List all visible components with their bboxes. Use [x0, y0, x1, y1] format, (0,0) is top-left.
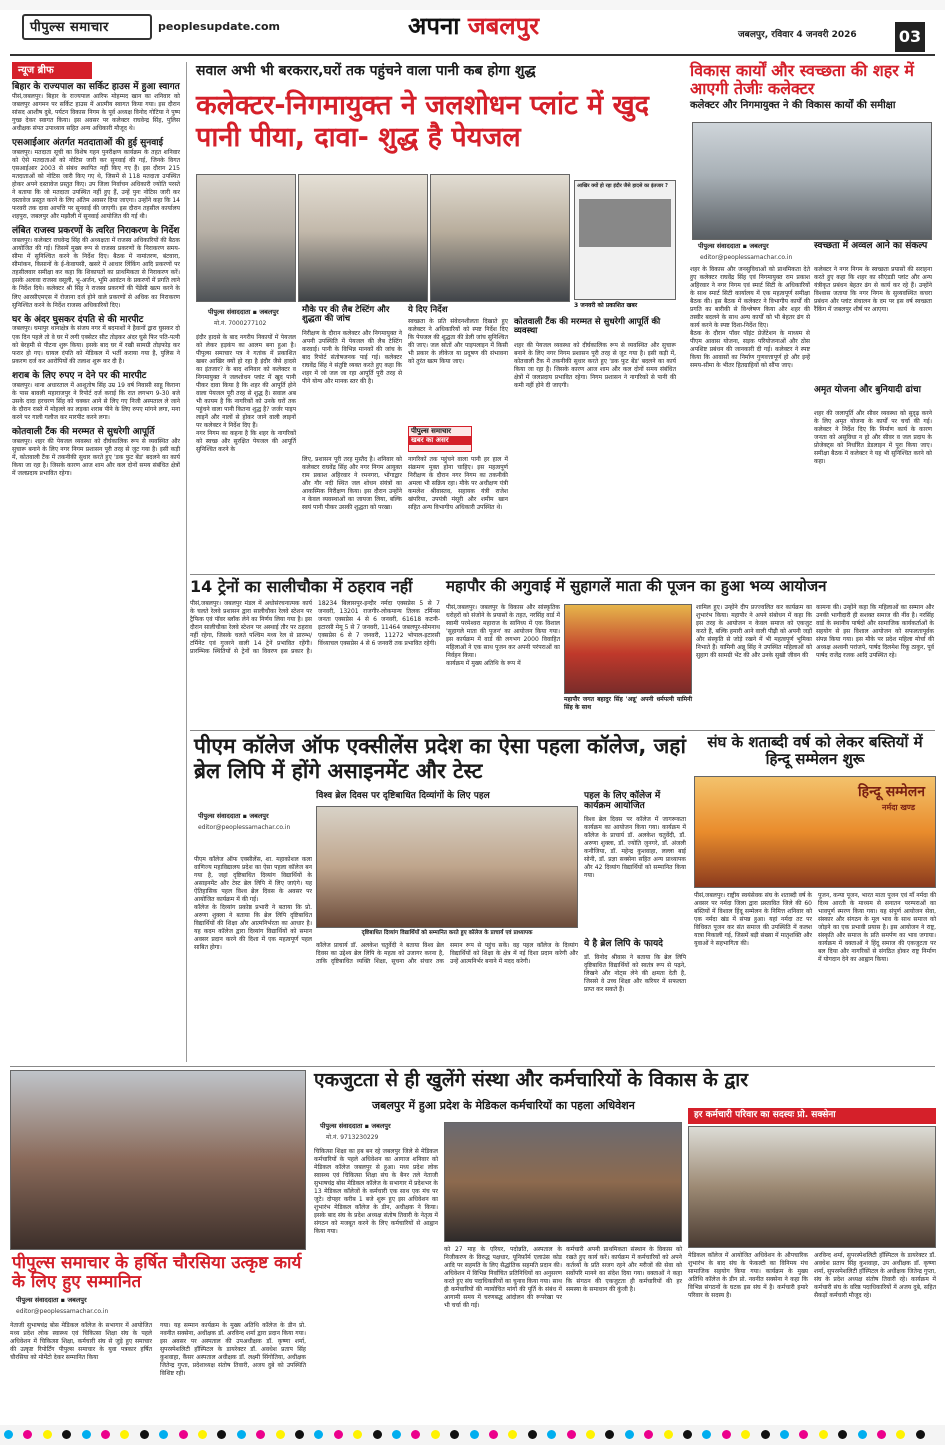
registration-dot — [217, 1430, 226, 1439]
section-title — [408, 10, 608, 42]
mayor-story — [446, 578, 936, 728]
lead-byline: पीपुल्स संवाददाता ▪ जबलपुर — [208, 308, 279, 316]
medical-photo — [444, 1122, 682, 1242]
registration-dot — [916, 1430, 925, 1439]
rt-subhead: कलेक्टर और निगमायुक्त ने की विकास कार्यों की समीक्षा — [690, 100, 896, 111]
divider — [190, 574, 935, 575]
registration-dot — [741, 1430, 750, 1439]
sangh-photo — [694, 776, 936, 888]
brief-body: पीसं,जबलपुर। बिहार के राज्यपाल आरिफ मोहम्मद खान का शनिवार को जबलपुर आगमन पर सर्किट हाउस में आत्मीय स्वागत किया गया। इस दौरान सांसद आशीष दुबे, पर्यटन विकास निगम के पूर्व अध्यक्ष विनोद गोटिया ने पुष्प गुच्छ देकर स्वागत किया। इस अवसर पर कलेक्टर राघवेन्द्र सिंह, पुलिस अधीक्षक संपत उपाध्याय सहित अन्य अधिकारी मौजूद थे। — [12, 93, 182, 133]
registration-dot — [702, 1430, 711, 1439]
registration-dot — [62, 1430, 71, 1439]
registration-dot — [411, 1430, 420, 1439]
dateline: जबलपुर, रविवार 4 जनवरी 2026 — [738, 30, 857, 40]
medical-body-3: कर्मचारी अपनी प्राथमिकता संस्थान के विकास को रखते हुए कार्य करें। कार्यक्रम में कर्मचारियों को अपने कर्तव्यों के प्रति सजग रहने और मरीजों की सेवा को सर्वोपरि मानने का संदेश दिया गया। वक्ताओं ने कहा कि संगठन की एकजुटता ही कर्मचारियों की हर समस्या के समाधान की कुंजी है। — [566, 1246, 684, 1294]
chaurasia-byline-name: पीपुल्स संवाददाता — [16, 1296, 59, 1304]
college-side2-body: डॉ. विनोद श्रीवास ने बताया कि ब्रेल लिपि दृष्टिबाधित विद्यार्थियों को स्वतंत्र रूप से पढ़ने, लिखने और नोट्स लेने की क्षमता देती है, जिससे वे उच्च शिक्षा और करियर में सफलता प्राप्त कर सकते हैं। — [584, 954, 688, 994]
brief-item — [12, 316, 180, 366]
registration-dot — [586, 1430, 595, 1439]
lead-byline-city: जबलपुर — [259, 308, 279, 316]
lead-photo-2 — [298, 174, 428, 302]
college-byline: पीपुल्स संवाददाता ▪ जबलपुर — [198, 812, 269, 820]
college-body-2: कॉलेज प्राचार्य डॉ. अलकेश चतुर्वेदी ने बताया विश्व ब्रेल दिवस का उद्देश्य ब्रेल लिपि के महत्व को उजागर करना है, ताकि दृष्टिबाधित व्यक्ति शिक्षा, सूचना और संचार तक समान रूप से पहुंच सकें। वह पहल कॉलेज के दिव्यांग विद्यार्थियों को शिक्षा के क्षेत्र में नई दिशा प्रदान करेगी और उन्हें आत्मनिर्भर बनाने में मदद करेगी। — [316, 942, 580, 966]
chaurasia-body-1: नेताजी सुभाषचंद्र बोस मेडिकल कॉलेज के सभागार में आयोजित मध्य प्रदेश लोक स्वास्थ्य एवं चिकित्सा शिक्षा संघ के पहले अधिवेशन में चिकित्सा शिक्षा, कर्मचारी संघ से जुड़े हुए समाचार की उत्कृष्ट रिपोर्टिंग पीपुल्स समाचार के युवा पत्रकार हर्षित चौरसिया को मोमेंटो देकर सम्मानित किया — [10, 1322, 154, 1362]
medical-story — [312, 1070, 936, 1420]
logo — [22, 14, 152, 40]
registration-dot — [470, 1430, 479, 1439]
chaurasia-body-2: गया। यह सम्मान कार्यक्रम के मुख्य अतिथि कॉलेज के डीन प्रो. नवनीत सक्सेना, अधीक्षक डॉ. अरविन्द शर्मा द्वारा प्रदान किया गया। इस अवसर पर अस्पताल की उपअधीक्षक डॉ. कृष्णा शर्मा, सुपरस्पेशलिटी हॉस्पिटल के डायरेक्टर डॉ. अवधेश प्रताप सिंह कुशवाहा, कैंसर अस्पताल अधीक्षक डॉ. लक्ष्मी सिंगोतिया, अधीक्षक जितेन्द्र गुप्ता, प्रदेशाध्यक्ष संतोष तिवारी, अजय दुबे को उपस्थिति विशिष्ट रही। — [160, 1322, 308, 1378]
college-headline: पीएम कॉलेज ऑफ एक्सीलेंस प्रदेश का ऐसा पहला कॉलेज, जहां ब्रेल लिपि में होंगे असाइनमेंट और टेस्ट — [194, 734, 686, 784]
mayor-body-3: कामना की। उन्होंने कहा कि महिलाओं का सम्मान और उनकी भागीदारी ही सशक्त समाज की नींव है। नरसिंह वार्ड के स्थानीय पार्षदों और सामाजिक कार्यकर्ताओं के सहयोग से इस विशाल आयोजन को सफलतापूर्वक संपन्न किया गया। इस मौके पर प्रदेश महिला मोर्चा की अध्यक्ष अश्वनी परांजपे, पार्षद दिलमेश रिंकू ठाकुर, पूर्व पार्षद राजेंद्र रजक आदि उपस्थित रहे। — [816, 604, 936, 660]
registration-dot — [858, 1430, 867, 1439]
registration-dot — [644, 1430, 653, 1439]
lead-body-3: नागरिकों तक पहुंचने वाला पानी हर हाल में संक्रमण मुक्त होना चाहिए। इस महत्वपूर्ण निरीक्षण के दौरान नगर निगम का तकनीकी अमला भी सक्रिय रहा। मौके पर अधीक्षण यंत्री कमलेश श्रीवास्तव, सहायक यंत्री राजेश खंपरिया, उपयंत्री मंसूरी और शमीम खान सहित अन्य विभागीय अधिकारी उपस्थित थे। — [408, 456, 510, 512]
right-top-story — [688, 62, 935, 572]
registration-dot — [625, 1430, 634, 1439]
mayor-photo — [564, 604, 692, 694]
website[interactable]: peoplesupdate.com — [158, 20, 280, 33]
medical-byline: पीपुल्स संवाददाता ▪ जबलपुर — [320, 1122, 391, 1130]
college-email[interactable]: editor@peoplessamachar.co.in — [198, 824, 291, 831]
rt-headline: विकास कार्यों और स्वच्छता की शहर में आएगी तेजीः कलेक्टर — [690, 61, 914, 98]
page-number-box — [895, 22, 925, 52]
college-byline-city: जबलपुर — [249, 812, 269, 820]
brief-title: घर के अंदर घुसकर दंपति से की मारपीट — [12, 314, 144, 325]
rt-byline: पीपुल्स संवाददाता ▪ जबलपुर — [698, 242, 769, 250]
lead-body-1: इंदौर हादसे के बाद नगरीय निकायों में पेयजल को लेकर हड़कंप का आलम बना हुआ है। पीपुल्स समाचार पत्र ने गतांक में प्रकाशित खबर आखिर क्यों हो रहा है इंदौर जैसे हादसे का इंतजार? के बाद शनिवार को कलेक्टर व निगमायुक्त ने जलशोधन प्लांट में खुद पानी पीकर दावा किया है कि शहर की आपूर्ति होने वाला पेयजल पूरी तरह से शुद्ध है। सवाल अब भी कायम है कि नागरिकों को उनके घरों तक पहुंचने वाला पानी कितना शुद्ध है? जर्जर पाइप लाइनें और नालों से होकर जाने वाली लाइनों पर कलेक्टर ने निर्देश दिए हैं। नगर निगम का कहना है कि शहर के नागरिकों को स्वच्छ और सुरक्षित पेयजल की आपूर्ति सुनिश्चित करने के — [196, 334, 296, 454]
section-title-a: अपना — [408, 12, 460, 40]
college-story — [190, 734, 688, 1064]
registration-dot — [450, 1430, 459, 1439]
rt-body: शहर के विकास और जनसुविधाओं को प्राथमिकता देते हुए कलेक्टर राघवेंद्र सिंह एवं निगमायुक्त राम प्रकाश अहिरवार ने नगर निगम एवं स्मार्ट सिटी के अधिकारियों के साथ स्मार्ट सिटी कार्यालय में एक महत्वपूर्ण समीक्षा बैठक की। इस बैठक में कलेक्टर ने विभागीय कार्यों की प्रगति का बारीकी से विश्लेषण किया और शहर की तस्वीर बदलने के साथ अन्य कार्यों को भी बेहतर ढंग से कार्य करने के स्पष्ट दिशा-निर्देश दिए। बैठक के दौरान पॉवर पॉइंट प्रेजेंटेशन के माध्यम से पीएम आवास योजना, सड़क परियोजनाओं और ठोस अपशिष्ट प्रबंधन की जानकारी दी गई। कलेक्टर ने स्पष्ट किया कि आवासों का निर्माण गुणवत्तापूर्ण हो और इन्हें समय-सीमा के भीतर हितग्राहियों को सौंपा जाए। — [690, 266, 810, 370]
clip-headline: आखिर क्यों हो रहा इंदौर जैसे हादसे का इंतजार ? — [577, 183, 668, 189]
registration-dot — [295, 1430, 304, 1439]
brief-body: जबलपुर। कलेक्टर राघवेन्द्र सिंह की अध्यक्षता में राजस्व अधिकारियों की बैठक आयोजित की गई। जिसमें मुख्य रूप से राजस्व प्रकरणों के निराकरण समय-सीमा में सुनिश्चित करने के निर्देश दिए। बैठक में नामांतरण, बंटवारा, सीमांकन, किसानों के ई-केवायसी, खसरे में आधार लिंकिंग आदि प्रकरणों पर तहसीलवार समीक्षा कर कहा कि शिकायतों का प्राथमिकता से निराकरण करें। इसके अलावा राजस्व वसूली, भू-अर्जन, भूमि आवंटन के प्रकरणों में प्रगति लाने के निर्देश दिये। कलेक्टर श्री सिंह ने राजस्व प्रकरणों की पेंडेंसी खत्म करने के लिए आरसीएमएस में रोजाना दर्ज होने वाले प्रकरणों से अधिक का निराकरण सुनिश्चित करने के निर्देश राजस्व अधिकारियों दिए। — [12, 237, 182, 309]
chaurasia-photo — [10, 1070, 306, 1250]
registration-dot — [198, 1430, 207, 1439]
lead-sub3-title: कोतवाली टैंक की मरम्मत से सुधरेगी आपूर्ति की व्यवस्था — [514, 317, 661, 337]
trains-headline: 14 ट्रेनों का सालीचौका में ठहराव नहीं — [190, 577, 413, 596]
registration-dot — [664, 1430, 673, 1439]
medical-side-photo — [688, 1126, 936, 1248]
page-number: 03 — [898, 27, 922, 46]
registration-dot — [547, 1430, 556, 1439]
college-byline-name: पीपुल्स संवाददाता — [198, 812, 241, 820]
registration-dot — [392, 1430, 401, 1439]
chaurasia-story — [10, 1070, 306, 1420]
medical-side-body-2: अरविन्द शर्मा, सुपरस्पेशलिटी हॉस्पिटल के डायरेक्टर डॉ. अवधेश प्रताप सिंह कुशवाहा, उप अधीक्षक डॉ. कृष्णा शर्मा, सुपरस्पेशलिटी हॉस्पिटल के अधीक्षक जितेन्द्र गुप्ता, संघ के प्रदेश अध्यक्ष संतोष तिवारी रहे। कार्यक्रम में कर्मचारी संघ के वरिष्ठ पदाधिकारियों में अजय दुबे, सहित सैकड़ों कर्मचारी मौजूद रहे। — [814, 1252, 938, 1300]
registration-dot — [838, 1430, 847, 1439]
registration-dot — [23, 1430, 32, 1439]
college-side2-title: ये है ब्रेल लिपि के फायदे — [584, 939, 663, 949]
lead-photo-3 — [430, 174, 570, 302]
lead-byline-name: पीपुल्स संवाददाता — [208, 308, 251, 316]
sangh-story — [694, 734, 936, 1064]
lead-sub3-body: शहर की पेयजल व्यवस्था को दीर्घकालिक रूप से व्यवस्थित और सुचारू बनाने के लिए नगर निगम प्रशासन पूरी तरह से जुट गया है। इसी कड़ी में, कोतवाली टैंक में तकनीकी सुधार करते हुए 'डक फुट बेंड' बदलने का कार्य किया जा रहा है। जिसके कारण आज शाम और कल दोनों समय संबंधित क्षेत्रों में जलप्रदाय प्रभावित रहेगा। निगम प्रशासन ने नागरिकों से पानी की कमी नहीं होने दी जाएगी। — [514, 342, 678, 390]
brief-item — [12, 428, 180, 478]
registration-dot — [780, 1430, 789, 1439]
sangh-banner-sub: नर्मदा खण्ड — [882, 803, 915, 812]
masthead — [0, 0, 945, 58]
impact-brand: पीपुल्स समाचार — [411, 427, 452, 435]
lead-body-2: लिए, प्रशासन पूरी तरह मुस्तैद है। शनिवार को कलेक्टर राघवेंद्र सिंह और नगर निगम आयुक्त राम प्रकाश अहिरवार ने रमनगरा, भोंगाद्वार और गौर नदी स्थित जल शोधन संयंत्रों का आकस्मिक निरीक्षण किया। इस दौरान उन्होंने न केवल व्यवस्थाओं का जायजा लिया, बल्कि स्वयं पानी पीकर उसकी शुद्धता को परखा। — [302, 456, 404, 512]
clip-caption: 3 जनवरी को प्रकाशित खबर — [574, 302, 638, 309]
college-side-title: पहल के लिए कॉलेज में कार्यक्रम आयोजित — [584, 791, 661, 811]
registration-dot — [256, 1430, 265, 1439]
registration-dot — [276, 1430, 285, 1439]
college-photo-banner: विश्व ब्रेल दिवस पर दृष्टिबाधित दिव्यांगों के लिए पहल — [316, 791, 490, 801]
brief-title: बिहार के राज्यपाल का सर्किट हाउस में हुआ स्वागत — [12, 82, 180, 93]
mayor-body-1: पीसं,जबलपुर। जबलपुर के विकास और सांस्कृतिक धरोहरों को संजोने के प्रयासों के तहत, नरसिंह वार्ड में स्वामी परमेश्वरा महाराज के सानिध्य में एक विशाल 'सुहागले माता की पूजन' का आयोजन किया गया। इस कार्यक्रम में वार्ड की लगभग 2000 विवाहित महिलाओं ने एक साथ पूजन कर अपनी परंपराओं का निर्वहन किया। कार्यक्रम में मुख्य अतिथि के रूप में — [446, 604, 560, 668]
registration-dot — [528, 1430, 537, 1439]
registration-dot — [334, 1430, 343, 1439]
brief-body: जबलपुर। मतदाता सूची का विशेष गहन पुनरीक्षण कार्यक्रम के तहत शनिवार को ऐसे मतदाताओं को नोटिस जारी कर सुनवाई की गई, जिनके विगत एसआईआर 2003 से संबंध स्थापित नहीं किए गए हैं। इस दौरान 215 मतदाताओं को नोटिस जारी किए गए थे, जिसमें से 118 मतदाता उपस्थित होकर अपने दस्तावेज प्रस्तुत किए। उप जिला निर्वाचन अधिकारी ज्योति परस्ते ने बताया कि जो मतदाता उपस्थित नहीं हुए हैं, उन्हें पुनः नोटिस जारी कर दस्तावेज प्रस्तुत करने के लिए अंतिम अवसर दिया जाएगा। उन्होंने कहा कि 14 फरवरी तक दावा आपत्ति पर सुनवाई की जाएगी। इस दौरान तहसील कार्यालय शहपुरा, जबलपुर और मझौली में सुनवाई आयोजित की गई थी। — [12, 149, 182, 221]
medical-side-header — [688, 1108, 936, 1124]
lead-mobile: मो.नं. 7000277102 — [214, 320, 267, 327]
medical-side-body-1: मेडिकल कॉलेज में आयोजित अधिवेशन के औपचारिक शुभारंभ के बाद संघ के फेकल्टी का विनिमय मंच सामाजिक सहयोग किया गया। कार्यक्रम के मुख्य अतिथि कॉलेज के डीन प्रो. नवनीत सक्सेना ने कहा कि विभिन्न संगठनों के घटक इस संघ में है। कर्मचारी हमारे परिवार के सदस्य है। — [688, 1252, 810, 1300]
chaurasia-byline-city: जबलपुर — [67, 1296, 87, 1304]
medical-byline-name: पीपुल्स संवाददाता — [320, 1122, 363, 1130]
rt-side2-title: अमृत योजना और बुनियादी ढांचा — [814, 385, 921, 395]
lead-headline: कलेक्टर-निगमायुक्त ने जलशोधन प्लांट में खुद पानी पीया, दावा- शुद्ध है पेयजल — [196, 90, 649, 154]
medical-headline: एकजुटता से ही खुलेंगे संस्था और कर्मचारियों के विकास के द्वार — [314, 1069, 748, 1091]
brief-item — [12, 139, 180, 221]
sangh-body-1: पीसं,जबलपुर। राष्ट्रीय स्वयंसेवक संघ के शताब्दी वर्ष के अवसर पर नर्मदा जिला द्वारा प्रस्तावित जिले की 60 बस्तियों में विशाल हिंदू सम्मेलन के निमित्त शनिवार को एक नर्मदा खंड में संपन्न हुआ। यहां नर्मदा तट पर विधिवत पूजन कर संत समाज की उपस्थिति में कलश यात्रा निकाली गई, जिसमें बड़ी संख्या में मातृशक्ति और युवाओं ने सहभागिता की। — [694, 892, 814, 948]
registration-dot — [799, 1430, 808, 1439]
lead-clipping — [574, 180, 676, 300]
medical-subhead: जबलपुर में हुआ प्रदेश के मेडिकल कर्मचारियों का पहला अधिवेशन — [372, 1099, 635, 1112]
college-side-body: विश्व ब्रेल दिवस पर कॉलेज में जागरूकता कार्यक्रम का आयोजन किया गया। कार्यक्रम में कॉलेज के प्राचार्य डॉ. अलकेश चतुर्वेदी, डॉ. अरुणा शुक्ला, डॉ. ज्योति जुनगरे, डॉ. अंजली कनौजिया, डॉ. महेन्द्र कुशवाहा, लल्ला बाई सोनी, डॉ. प्रज्ञा सक्सेना सहित अन्य प्राध्यापक और 42 दिव्यांग विद्यार्थियों को सम्मानित किया गया। — [584, 816, 688, 880]
registration-dot — [761, 1430, 770, 1439]
brief-title: कोतवाली टैंक की मरम्मत से सुधरेगी आपूर्ति — [12, 426, 155, 437]
footer-registration — [0, 1425, 945, 1445]
impact-box — [408, 426, 472, 452]
registration-dot — [353, 1430, 362, 1439]
sangh-headline: संघ के शताब्दी वर्ष को लेकर बस्तियों में हिन्दू सम्मेलन शुरू — [707, 733, 923, 768]
section-title-b: जबलपुर — [467, 12, 540, 40]
registration-dot — [179, 1430, 188, 1439]
top-color-strip — [0, 0, 945, 10]
rt-byline-name: पीपुल्स संवाददाता — [698, 242, 741, 250]
mayor-headline: महापौर की अगुवाई में सुहागलें माता की पूजन का हुआ भव्य आयोजन — [446, 577, 827, 595]
masthead-rule — [10, 54, 935, 56]
registration-marks — [4, 1429, 941, 1441]
brief-body: जबलपुर। घमापुर थानाक्षेत्र के संजय नगर में बदमाशों ने हैवानों द्वारा घुसकर दो एक दिन पहले तो वे घर में लगी एक्सेटर सीट तोड़कर अंदर घुसे फिर पति-पत्नी को बेरहमी से पीटना शुरू किया। इसके बाद घर में रखी सामग्री तोड़फोड़ कर फरार हो गए। घायल दंपति को मेडिकल में भर्ती कराया गया है, पुलिस ने प्रकरण दर्ज कर आरोपियों की तलाश शुरू कर दी है। — [12, 325, 182, 365]
rt-byline-city: जबलपुर — [749, 242, 769, 250]
registration-dot — [489, 1430, 498, 1439]
medical-side-title: हर कर्मचारी परिवार का सदस्यः प्रो. सक्सेना — [694, 1110, 836, 1120]
divider — [10, 1066, 935, 1067]
registration-dot — [4, 1430, 13, 1439]
logo-text: पीपुल्स समाचार — [30, 20, 109, 35]
clip-photo — [579, 199, 671, 247]
brief-item — [12, 83, 180, 133]
lead-sub1-title: मौके पर की लैब टेस्टिंग और शुद्धता की जांच — [302, 305, 390, 325]
registration-dot — [373, 1430, 382, 1439]
impact-label: खबर का असर — [409, 436, 471, 445]
registration-dot — [431, 1430, 440, 1439]
rt-photo — [692, 122, 932, 240]
registration-dot — [43, 1430, 52, 1439]
registration-dot — [722, 1430, 731, 1439]
brief-body: जबलपुर। थाना अधारताल में आशुतोष सिंह उम्र 19 वर्ष निवासी साहू किराना के पास बावली महाराजपुर ने रिपोर्ट दर्ज कराई कि रात लगभग 9-30 बजे उसके दादा हरचरण सिंह को चक्कर आने से लिए गए निजी अस्पताल ले जाने के दौरान रास्ते में मोहल्ले का लड़का शराब पीने के लिए रुपए मांगने लगा, मना करने पर गाली गलौज कर मारपीट करने लगा। — [12, 381, 182, 421]
college-photo — [316, 806, 578, 928]
lead-sub2-body: स्वच्छता के प्रति संवेदनशीलता दिखाते हुए कलेक्टर ने अधिकारियों को स्पष्ट निर्देश दिए कि पेयजल की शुद्धता की डेली जांच सुनिश्चित की जाए। जल स्रोतों और पाइपलाइन में किसी भी प्रकार के लीकेज या प्रदूषण की संभावना को तुरंत खत्म किया जाए। — [408, 318, 510, 366]
lead-photo-1 — [196, 174, 296, 302]
registration-dot — [120, 1430, 129, 1439]
medical-mobile: मो.नं. 9713230229 — [326, 1134, 379, 1141]
registration-dot — [896, 1430, 905, 1439]
mayor-caption: महापौर जगत बहादुर सिंह 'अन्नू' अपनी धर्मपत्नी यामिनी सिंह के साथ — [564, 696, 695, 712]
registration-dot — [314, 1430, 323, 1439]
chaurasia-email[interactable]: editor@peoplessamachar.co.in — [16, 1308, 109, 1315]
registration-dot — [237, 1430, 246, 1439]
brief-tag — [12, 62, 92, 79]
college-photo-caption: दृष्टिबाधित दिव्यांग विद्यार्थियों को सम्मानित करते हुए कॉलेज के प्राचार्य एवं प्राध्यापक — [361, 930, 533, 936]
sangh-banner-text: हिन्दू सम्मेलन — [858, 784, 925, 800]
lead-sub2-title: ये दिए निर्देश — [408, 305, 448, 315]
brief-item — [12, 372, 180, 422]
lead-kicker: सवाल अभी भी बरकरार,घरों तक पहुंचने वाला पानी कब होगा शुद्ध — [196, 63, 536, 79]
registration-dot — [567, 1430, 576, 1439]
medical-byline-city: जबलपुर — [371, 1122, 391, 1130]
medical-body-1: चिकित्सा शिक्षा का हब बन रहे जबलपुर जिले से मेडिकल कर्मचारियों के पहले अधिवेशन का आगाज शनिवार को मेडिकल कॉलेज जबलपुर से हुआ। मध्य प्रदेश लोक स्वास्थ्य एवं चिकित्सा शिक्षा संघ के बैनर तले नेताजी सुभाषचंद्र बोस मेडिकल कॉलेज के सभागार में प्रदेशभर के 13 मेडिकल कॉलेजों के कर्मचारी एक साथ एक मंच पर जुटे। दोपहर करीब 1 बजे शुरू हुए इस अधिवेशन का शुभारंभ मेडिकल कॉलेज के डीन, अधीक्षक ने किया। इसके बाद संघ के प्रदेश अध्यक्ष संतोष तिवारी के नेतृत्व में संगठन को मजबूत करने के लिए कर्मचारियों से आह्वान किया गया। — [314, 1148, 440, 1236]
divider — [190, 730, 935, 731]
medical-body-2: को 27 माह के एरियर, पदोन्नति, अस्पताल के निजीकरण के विरुद्ध पक्षधार, यूनिफ़ॉर्म एलाउंस कोड आदि पर सहमति के लिए सैद्धांतिक सहमति प्रदान की। अधिवेशन में विभिन्न निर्वाचित प्रतिनिधियों का अनुसरण करते हुए संघ पदाधिकारियों का चुनाव किया गया। साथ ही कर्मचारियों की न्यायोचित मांगों की पूर्ति के संबंध में आगामी समय में चरणबद्ध आंदोलन की रूपरेखा पर भी चर्चा की गई। — [444, 1246, 564, 1310]
registration-dot — [508, 1430, 517, 1439]
college-body-1: पीएम कॉलेज ऑफ एक्सीलेंस, शा. महाकोशल कला वाणिज्य महाविद्यालय प्रदेश का ऐसा पहला कॉलेज बन गया है, जहां दृष्टिबाधित दिव्यांग विद्यार्थियों के असाइनमेंट और टेस्ट ब्रेल लिपि में लिए जाएंगे। यह ऐतिहासिक पहल विश्व ब्रेल दिवस के अवसर पर आयोजित कार्यक्रम में की गई। कॉलेज के दिव्यांग प्रकोष्ठ प्रभारी ने बताया कि प्रो. अरुणा शुक्ला ने बताया कि ब्रेल लिपि दृष्टिबाधित विद्यार्थियों की शिक्षा और आत्मनिर्भरता का आधार है। यह कदम कॉलेज द्वारा दिव्यांग विद्यार्थियों को समान अवसर प्रदान करने की दिशा में एक महत्वपूर्ण पहल साबित होगा। — [194, 856, 312, 952]
brief-title: एसआईआर अंतर्गत मतदाताओं की हुई सुनवाई — [12, 138, 163, 149]
brief-divider — [186, 62, 187, 1062]
registration-dot — [877, 1430, 886, 1439]
brief-body: जबलपुर। शहर की पेयजल व्यवस्था को दीर्घकालिक रूप से व्यवस्थित और सुचारू बनाने के लिए नगर निगम प्रशासन पूरी तरह से जुट गया है। इसी कड़ी में, कोतवाली टैंक में तकनीकी सुधार करते हुए 'डक फुट बेंड' बदलने का कार्य किया जा रहा है। जिसके कारण आज शाम और कल दोनों समय संबंधित क्षेत्रों में जलप्रदाय प्रभावित रहेगा। — [12, 437, 182, 477]
registration-dot — [159, 1430, 168, 1439]
rt-email[interactable]: editor@peoplessamachar.co.in — [700, 254, 793, 261]
registration-dot — [140, 1430, 149, 1439]
rt-side1-body: कलेक्टर ने नगर निगम के स्वच्छता प्रयासों की सराहना करते हुए कहा कि शहर का सीएंडडी प्लांट और अन्य यंत्रीकृत प्रबंधन बेहतर ढंग से कार्य कर रहे हैं। उन्होंने विश्वास जताया कि नगर निगम के सुव्यवस्थित कचरा प्रबंधन और प्लांट संचालन के दम पर इस वर्ष स्वच्छता रैंकिंग में जबलपुर शीर्ष पर आएगा। — [814, 266, 934, 314]
registration-dot — [101, 1430, 110, 1439]
rt-side1-title: स्वच्छता में अव्वल आने का संकल्प — [814, 241, 928, 251]
brief-column — [12, 62, 180, 1062]
brief-tag-text: न्यूज ब्रीफ — [18, 65, 54, 76]
sangh-body-2: पूजन, कन्या पूजन, भारत माता पूजन एवं माँ नर्मदा की दिव्य आरती के माध्यम से सनातन परम्पराओं का भावपूर्ण स्मरण किया गया। यह संपूर्ण आयोजन सेवा, संस्कार और संगठन के मूल भाव के साथ समाज को जोड़ने का एक प्रभावी प्रयास है। इस आयोजन ने राष्ट्र, संस्कृति और समाज के प्रति समर्पण का भाव जगाया। कार्यक्रम में वक्ताओं ने हिंदू समाज की एकजुटता पर बल दिया और नागरिकों से संगठित होकर राष्ट्र निर्माण में योगदान देने का आह्वान किया। — [818, 892, 938, 964]
mayor-body-2: शामिल हुए। उन्होंने दीप प्रज्ज्वलित कर कार्यक्रम का शुभारंभ किया। महापौर ने अपने संबोधन में कहा कि इस तरह के आयोजन न केवल समाज को एकजुट करते हैं, बल्कि हमारी आने वाली पीढ़ी को अपनी जड़ों और संस्कृति से जोड़े रखने में भी महत्वपूर्ण भूमिका निभाते हैं। यामिनी अन्नू सिंह ने उपस्थित महिलाओं को सुहाग की सामग्री भेंट की और उनके सुखी जीवन की — [696, 604, 814, 660]
trains-body: पीसं,जबलपुर। जबलपुर मंडल में अधोसंरचनात्मक कार्य के चलते रेलवे प्रशासन द्वारा सालीचौका रेलवे स्टेशन पर ट्रैफिक एवं पॉवर ब्लॉक लेने का निर्णय लिया गया है। इस दौरान सालीचौका रेलवे स्टेशन पर अस्थाई तौर पर ठहराव नहीं रहेगा, जिसके चलते पश्चिम मध्य रेल से प्रारम्भ/टर्मिनेट एवं गुजरने वाली 14 ट्रेनें प्रभावित रहेंगी। प्रारम्भिक स्थितियों से ट्रेनों का विवरण इस प्रकार है। 18234 बिलासपुर-इन्दौर नर्मदा एक्सप्रेस 5 से 7 जनवरी, 13201 राजगीर-लोकमान्य तिलक टर्मिनस जनता एक्सप्रेस 4 से 6 जनवरी, 61618 कटनी-इटारसी मेमू 5 से 7 जनवरी, 11464 जबलपुर-सोमनाथ एक्सप्रेस 6 से 7 जनवरी, 11272 भोपाल-इटारसी विंध्याचल एक्सप्रेस 4 से 6 जनवरी तक प्रभावित रहेगी। — [190, 599, 442, 655]
trains-story — [190, 578, 440, 728]
rt-side2-body: शहर की जलापूर्ति और सीवर व्यवस्था को सुदृढ़ करने के लिए अमृत योजना के कार्यों पर चर्चा की गई। कलेक्टर ने निर्देश दिए कि निर्माण कार्य के कारण जनता को असुविधा न हो और सीवर व जल प्रदाय के प्रोजेक्ट्स को निर्धारित डेडलाइन में पूरा किया जाए। समीक्षा बैठक में कलेक्टर ने यह भी सुनिश्चित करने को कहा। — [814, 410, 934, 466]
brief-title: शराब के लिए रुपए न देने पर की मारपीट — [12, 370, 147, 381]
lead-sub1-body: निरीक्षण के दौरान कलेक्टर और निगमायुक्त ने अपनी उपस्थिति में पेयजल की लैब टेस्टिंग करवाई। पानी के विभिन्न मानकों की जांच के बाद रिपोर्ट संतोषजनक पाई गई। कलेक्टर राघवेंद्र सिंह ने संतुष्टि व्यक्त करते हुए कहा कि शहर में जो जल जा रहा आपूर्ति पूरी तरह से पीने योग्य और मानक स्तर की है। — [302, 330, 404, 386]
lead-story — [190, 62, 680, 572]
brief-item — [12, 227, 180, 309]
registration-dot — [819, 1430, 828, 1439]
registration-dot — [605, 1430, 614, 1439]
chaurasia-headline: पीपुल्स समाचार के हर्षित चौरसिया उत्कृष्ट कार्य के लिए हुए सम्मानित — [12, 1253, 302, 1292]
brief-title: लंबित राजस्व प्रकरणों के त्वरित निराकरण के निर्देश — [12, 226, 180, 237]
chaurasia-byline: पीपुल्स संवाददाता ▪ जबलपुर — [16, 1296, 87, 1304]
registration-dot — [683, 1430, 692, 1439]
registration-dot — [82, 1430, 91, 1439]
